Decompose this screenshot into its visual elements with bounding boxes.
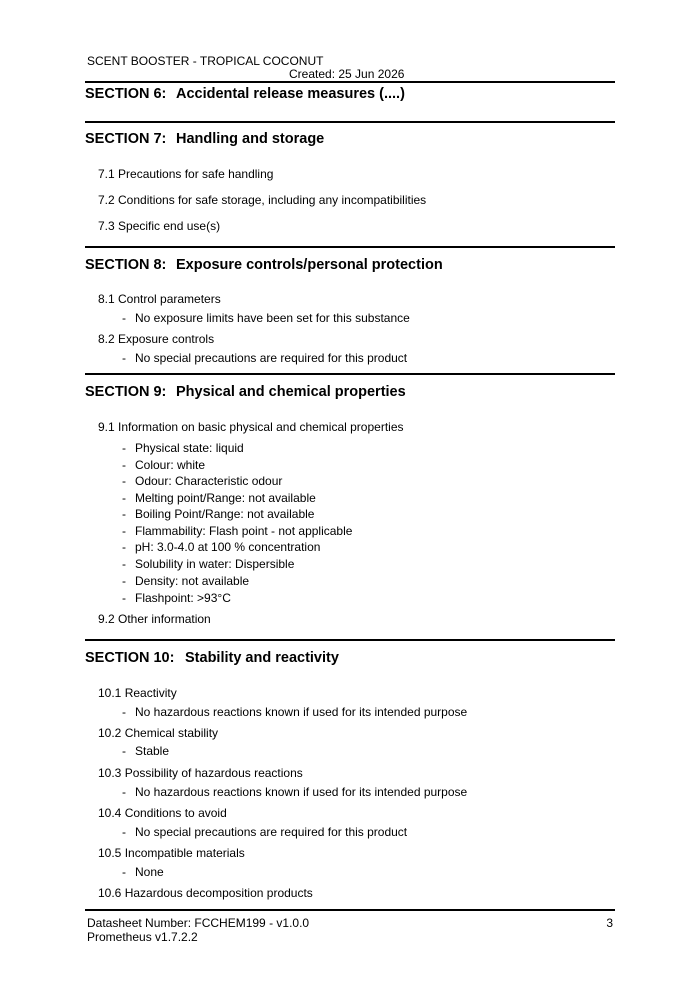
list-item-text: Stable bbox=[135, 744, 170, 758]
list-marker: - bbox=[122, 574, 126, 588]
list-item-text: Odour: Characteristic odour bbox=[135, 474, 283, 488]
list-item bbox=[122, 311, 410, 325]
section-10-number: SECTION 10: bbox=[85, 650, 175, 666]
list-marker: - bbox=[122, 441, 126, 455]
list-item-text: None bbox=[135, 865, 164, 879]
list-marker: - bbox=[122, 351, 126, 365]
subsection-7-2: 7.2 Conditions for safe storage, including any incompatibilities bbox=[98, 193, 427, 207]
subsection-7-3: 7.3 Specific end use(s) bbox=[98, 219, 221, 233]
list-item bbox=[122, 574, 249, 588]
subsection-8-1: 8.1 Control parameters bbox=[98, 292, 221, 306]
list-item-text: Melting point/Range: not available bbox=[135, 491, 316, 505]
list-item-text: No exposure limits have been set for this substance bbox=[135, 311, 410, 325]
list-item-text: Solubility in water: Dispersible bbox=[135, 557, 295, 571]
list-item bbox=[122, 474, 282, 488]
section-7-title: Handling and storage bbox=[176, 131, 325, 147]
footer-datasheet-number: Datasheet Number: FCCHEM199 - v1.0.0 bbox=[87, 916, 310, 930]
list-item bbox=[122, 591, 231, 605]
section-9-heading bbox=[85, 384, 406, 400]
section-rule bbox=[85, 246, 615, 248]
section-8-title: Exposure controls/personal protection bbox=[176, 257, 443, 273]
page-number: 3 bbox=[606, 916, 613, 930]
header-rule bbox=[85, 81, 615, 83]
list-item bbox=[122, 865, 164, 879]
section-9-number: SECTION 9: bbox=[85, 384, 167, 400]
section-7-heading bbox=[85, 131, 324, 147]
section-7-number: SECTION 7: bbox=[85, 131, 167, 147]
list-marker: - bbox=[122, 705, 126, 719]
list-item bbox=[122, 458, 205, 472]
section-6-heading bbox=[85, 86, 405, 102]
section-9-title: Physical and chemical properties bbox=[176, 384, 406, 400]
subsection-10-1: 10.1 Reactivity bbox=[98, 686, 177, 700]
section-rule bbox=[85, 639, 615, 641]
section-6-number: SECTION 6: bbox=[85, 86, 167, 102]
subsection-7-1: 7.1 Precautions for safe handling bbox=[98, 167, 274, 181]
list-item bbox=[122, 557, 294, 571]
list-marker: - bbox=[122, 591, 126, 605]
section-rule bbox=[85, 373, 615, 375]
section-10-title: Stability and reactivity bbox=[185, 650, 339, 666]
list-item bbox=[122, 507, 314, 521]
subsection-10-4: 10.4 Conditions to avoid bbox=[98, 806, 227, 820]
subsection-9-2: 9.2 Other information bbox=[98, 612, 211, 626]
list-marker: - bbox=[122, 491, 126, 505]
list-item bbox=[122, 491, 316, 505]
footer-software-version: Prometheus v1.7.2.2 bbox=[87, 930, 198, 944]
subsection-10-5: 10.5 Incompatible materials bbox=[98, 846, 245, 860]
subsection-9-1: 9.1 Information on basic physical and chemical properties bbox=[98, 420, 404, 434]
subsection-10-3: 10.3 Possibility of hazardous reactions bbox=[98, 766, 303, 780]
list-marker: - bbox=[122, 507, 126, 521]
list-item bbox=[122, 744, 169, 758]
subsection-8-2: 8.2 Exposure controls bbox=[98, 332, 215, 346]
section-8-heading bbox=[85, 257, 443, 273]
section-10-heading bbox=[85, 650, 339, 666]
list-marker: - bbox=[122, 785, 126, 799]
list-item-text: No hazardous reactions known if used for its intended purpose bbox=[135, 705, 468, 719]
header-created-date: Created: 25 Jun 2026 bbox=[289, 67, 405, 81]
list-item-text: No hazardous reactions known if used for its intended purpose bbox=[135, 785, 468, 799]
list-item bbox=[122, 351, 407, 365]
list-item bbox=[122, 785, 467, 799]
section-6-title: Accidental release measures (....) bbox=[176, 86, 405, 102]
list-marker: - bbox=[122, 825, 126, 839]
list-item bbox=[122, 524, 352, 538]
list-item-text: Physical state: liquid bbox=[135, 441, 244, 455]
subsection-10-6: 10.6 Hazardous decomposition products bbox=[98, 886, 313, 900]
list-marker: - bbox=[122, 865, 126, 879]
list-item-text: Flammability: Flash point - not applicable bbox=[135, 524, 353, 538]
subsection-10-2: 10.2 Chemical stability bbox=[98, 726, 219, 740]
list-marker: - bbox=[122, 524, 126, 538]
list-item-text: Colour: white bbox=[135, 458, 206, 472]
list-marker: - bbox=[122, 540, 126, 554]
list-item-text: No special precautions are required for this product bbox=[135, 351, 408, 365]
list-item-text: pH: 3.0-4.0 at 100 % concentration bbox=[135, 540, 321, 554]
list-item-text: Density: not available bbox=[135, 574, 250, 588]
section-rule bbox=[85, 121, 615, 123]
list-item-text: No special precautions are required for this product bbox=[135, 825, 408, 839]
list-item bbox=[122, 441, 244, 455]
footer-rule bbox=[85, 909, 615, 911]
list-item bbox=[122, 825, 407, 839]
list-item bbox=[122, 540, 320, 554]
section-8-number: SECTION 8: bbox=[85, 257, 167, 273]
list-item-text: Boiling Point/Range: not available bbox=[135, 507, 315, 521]
list-item bbox=[122, 705, 467, 719]
list-marker: - bbox=[122, 458, 126, 472]
list-item-text: Flashpoint: >93°C bbox=[135, 591, 231, 605]
list-marker: - bbox=[122, 557, 126, 571]
header-product-name: SCENT BOOSTER - TROPICAL COCONUT bbox=[87, 54, 324, 68]
list-marker: - bbox=[122, 474, 126, 488]
list-marker: - bbox=[122, 744, 126, 758]
list-marker: - bbox=[122, 311, 126, 325]
